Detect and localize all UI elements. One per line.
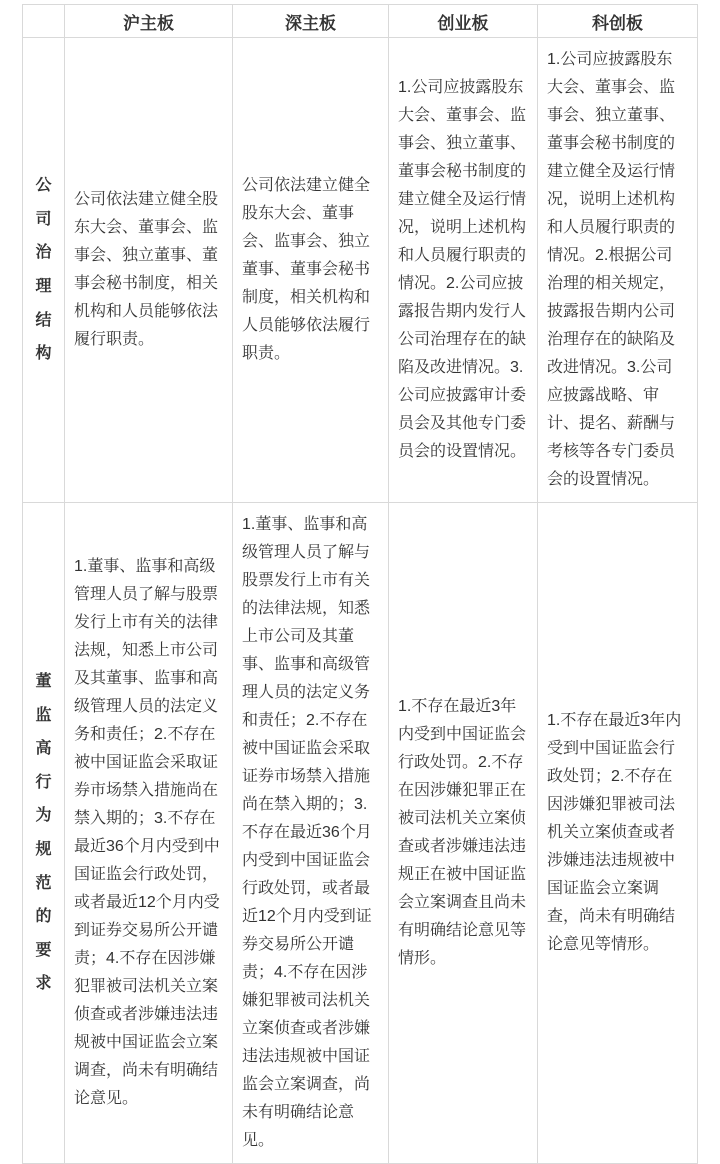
table-row-governance (23, 38, 698, 503)
header-row (23, 5, 698, 38)
cell-governance-chinext: 1.公司应披露股东大会、董事会、监事会、独立董事、董事会秘书制度的建立健全及运行情况，说明上述机构和人员履行职责的情况。2.公司应披露报告期内发行人公司治理存在的缺陷及改进情况。3.公司应披露审计委员会及其他专门委员会的设置情况。 (389, 38, 538, 503)
row-label-text: 董监高行为规范的要求 (35, 673, 52, 993)
table-row-conduct-rules (23, 503, 698, 1164)
column-header-chinext: 创业板 (389, 5, 538, 38)
row-label-text: 公司治理结构 (35, 177, 52, 363)
cell-governance-star: 1.公司应披露股东大会、董事会、监事会、独立董事、董事会秘书制度的建立健全及运行情况，说明上述机构和人员履行职责的情况。2.根据公司治理的相关规定，披露报告期内公司治理存在的缺陷及改进情况。3.公司应披露战略、审计、提名、薪酬与考核等各专门委员会的设置情况。 (538, 38, 698, 503)
cell-conduct-sh-main: 1.董事、监事和高级管理人员了解与股票发行上市有关的法律法规，知悉上市公司及其董事、监事和高级管理人员的法定义务和责任；2.不存在被中国证监会采取证券市场禁入措施尚在禁入期的；3.不存在最近36个月内受到中国证监会行政处罚，或者最近12个月内受到证券交易所公开谴责；4.不存在因涉嫌犯罪被司法机关立案侦查或者涉嫌违法违规被中国证监会立案调查，尚未有明确结论意见。 (65, 503, 233, 1164)
row-label-conduct-rules (23, 503, 65, 1164)
cell-governance-sh-main: 公司依法建立健全股东大会、董事会、监事会、独立董事、董事会秘书制度，相关机构和人员能够依法履行职责。 (65, 38, 233, 503)
cell-conduct-chinext: 1.不存在最近3年内受到中国证监会行政处罚。2.不存在因涉嫌犯罪正在被司法机关立案侦查或者涉嫌违法违规正在被中国证监会立案调查且尚未有明确结论意见等情形。 (389, 503, 538, 1164)
column-header-sz-main-board: 深主板 (233, 5, 389, 38)
column-header-star-market: 科创板 (538, 5, 698, 38)
board-comparison-table (22, 4, 698, 1164)
cell-conduct-star: 1.不存在最近3年内受到中国证监会行政处罚；2.不存在因涉嫌犯罪被司法机关立案侦查或者涉嫌违法违规被中国证监会立案调查，尚未有明确结论意见等情形。 (538, 503, 698, 1164)
column-header-sh-main-board: 沪主板 (65, 5, 233, 38)
cell-governance-sz-main: 公司依法建立健全股东大会、董事会、监事会、独立董事、董事会秘书制度，相关机构和人员能够依法履行职责。 (233, 38, 389, 503)
cell-conduct-sz-main: 1.董事、监事和高级管理人员了解与股票发行上市有关的法律法规，知悉上市公司及其董事、监事和高级管理人员的法定义务和责任；2.不存在被中国证监会采取证券市场禁入措施尚在禁入期的；3.不存在最近36个月内受到中国证监会行政处罚，或者最近12个月内受到证券交易所公开谴责；4.不存在因涉嫌犯罪被司法机关立案侦查或者涉嫌违法违规被中国证监会立案调查，尚未有明确结论意见。 (233, 503, 389, 1164)
row-label-governance (23, 38, 65, 503)
corner-cell (23, 5, 65, 38)
